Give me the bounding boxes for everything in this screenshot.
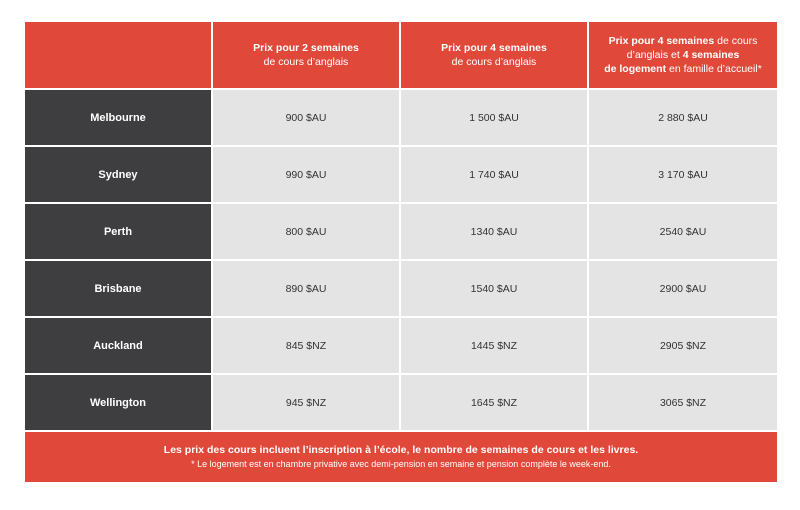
- price-4-weeks-cell: 1540 $AU: [401, 261, 587, 316]
- city-cell: Perth: [25, 204, 211, 259]
- header-col-2-weeks: [213, 22, 399, 88]
- price-2-weeks-cell: 800 $AU: [213, 204, 399, 259]
- price-2-weeks-cell: 845 $NZ: [213, 318, 399, 373]
- header-col3-part4: 4 semaines: [682, 49, 740, 61]
- header-col3-part1: Prix pour 4 semaines: [608, 35, 715, 47]
- price-4-weeks-cell: 1445 $NZ: [401, 318, 587, 373]
- header-col3-part6: en famille d’accueil*: [666, 63, 762, 75]
- price-4-weeks-lodging-cell: 2 880 $AU: [589, 90, 777, 145]
- header-col3-part3: d’anglais et: [626, 49, 683, 61]
- header-col-4-weeks-lodging: [589, 22, 777, 88]
- price-4-weeks-lodging-cell: 2900 $AU: [589, 261, 777, 316]
- price-4-weeks-lodging-cell: 2905 $NZ: [589, 318, 777, 373]
- price-2-weeks-cell: 990 $AU: [213, 147, 399, 202]
- header-empty-cell: [25, 22, 211, 88]
- header-col-4-weeks-title: Prix pour 4 semaines: [441, 42, 547, 54]
- price-4-weeks-lodging-cell: 3065 $NZ: [589, 375, 777, 430]
- header-col-4-weeks-subtitle: de cours d’anglais: [451, 56, 537, 68]
- header-col3-part5: de logement: [604, 63, 667, 75]
- price-grid: [25, 22, 777, 430]
- header-col-4-weeks: [401, 22, 587, 88]
- price-4-weeks-lodging-cell: 3 170 $AU: [589, 147, 777, 202]
- price-4-weeks-lodging-cell: 2540 $AU: [589, 204, 777, 259]
- header-col3-part2: de cours: [714, 35, 758, 47]
- price-4-weeks-cell: 1 500 $AU: [401, 90, 587, 145]
- header-col-2-weeks-title: Prix pour 2 semaines: [253, 42, 359, 54]
- price-2-weeks-cell: 890 $AU: [213, 261, 399, 316]
- price-table: [25, 22, 777, 482]
- city-cell: Sydney: [25, 147, 211, 202]
- city-cell: Brisbane: [25, 261, 211, 316]
- city-cell: Melbourne: [25, 90, 211, 145]
- footer-footnote: * Le logement est en chambre privative avec demi-pension en semaine et pension complète le week-end.: [191, 459, 611, 469]
- footer-main-text: Les prix des cours incluent l’inscription à l’école, le nombre de semaines de cours et les livres.: [163, 444, 639, 456]
- city-cell: Auckland: [25, 318, 211, 373]
- footer-note-box: [25, 432, 777, 482]
- price-2-weeks-cell: 945 $NZ: [213, 375, 399, 430]
- price-4-weeks-cell: 1645 $NZ: [401, 375, 587, 430]
- price-4-weeks-cell: 1340 $AU: [401, 204, 587, 259]
- header-col-2-weeks-subtitle: de cours d’anglais: [263, 56, 349, 68]
- city-cell: Wellington: [25, 375, 211, 430]
- price-4-weeks-cell: 1 740 $AU: [401, 147, 587, 202]
- price-2-weeks-cell: 900 $AU: [213, 90, 399, 145]
